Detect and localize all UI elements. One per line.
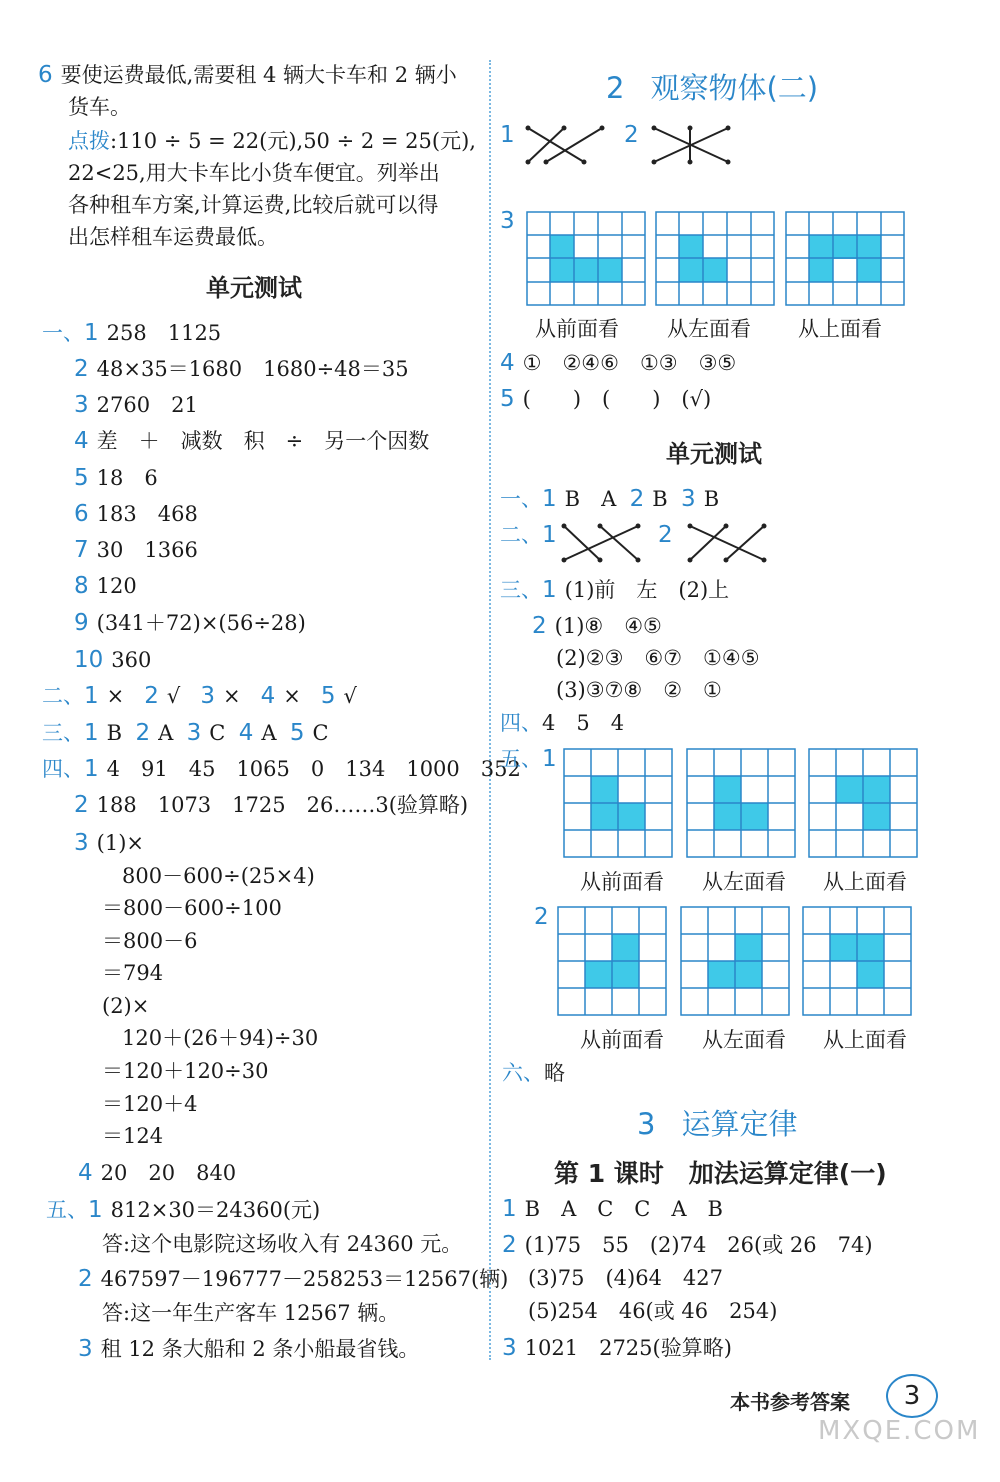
- u5-q1-grid-left: [686, 748, 796, 858]
- u5-q1-num: 五、1: [500, 746, 557, 772]
- s4-q3-line4: ＝794: [102, 961, 164, 985]
- l1-row: 1 B A C C A B: [502, 1196, 723, 1222]
- u5-q2-num: 2: [534, 904, 549, 930]
- u1-row: 一、1 B A 2 B 3 B: [500, 486, 720, 512]
- s3-row: 三、1 B 2 A 3 C 4 A 5 C: [42, 720, 329, 746]
- s4-q3-line5: (2)×: [102, 994, 150, 1018]
- s4-q3-line0: 3 (1)×: [74, 830, 144, 856]
- s4-q2: 2 188 1073 1725 26……3(验算略): [74, 792, 469, 818]
- chapter-2-title: 2 观察物体(二): [606, 71, 819, 105]
- unit-test-title-right: 单元测试: [666, 440, 762, 468]
- r5-row: 5 ( ) ( ) (√): [500, 386, 712, 412]
- hint-line3: 各种租车方案,计算运费,比较后就可以得: [68, 193, 439, 217]
- s1-q4: 4 差 ＋ 减数 积 ÷ 另一个因数: [74, 428, 430, 454]
- r3-grid-left: [655, 211, 775, 306]
- s1-q5: 5 18 6: [74, 465, 158, 491]
- u5-q2-caption-top: 从上面看: [823, 1028, 907, 1052]
- q6-line2: 货车。: [68, 95, 131, 119]
- s1-q10: 10 360: [74, 647, 152, 673]
- r3-caption-top: 从上面看: [798, 317, 882, 341]
- r3-caption-left: 从左面看: [667, 317, 751, 341]
- u5-q2-grid-left: [680, 906, 790, 1016]
- s4-q1: 四、1 4 91 45 1065 0 134 1000 352: [42, 756, 521, 782]
- s5-q2-answer: 答:这一年生产客车 12567 辆。: [102, 1301, 400, 1325]
- hint-line2: 22<25,用大卡车比小货车便宜。列举出: [68, 161, 440, 185]
- u5-q1-grid-top: [808, 748, 918, 858]
- r2-num: 2: [624, 122, 639, 148]
- l3-row: 3 1021 2725(验算略): [502, 1335, 732, 1361]
- r1-matching-lines-icon: [524, 124, 608, 166]
- s4-q4: 4 20 20 840: [78, 1160, 237, 1186]
- u5-q1-caption-front: 从前面看: [580, 870, 664, 894]
- u3-q2-line0: 2 (1)⑧ ④⑤: [532, 613, 662, 639]
- column-divider: [489, 60, 491, 1360]
- u2-q2-num: 2: [658, 522, 673, 548]
- u5-q2-grid-top: [802, 906, 912, 1016]
- s1-q9: 9 (341＋72)×(56÷28): [74, 610, 306, 636]
- r3-num: 3: [500, 208, 515, 234]
- l2-line0: 2 (1)75 55 (2)74 26(或 26 74): [502, 1232, 873, 1258]
- u4-row: 四、4 5 4: [500, 711, 625, 735]
- l2-line1: (3)75 (4)64 427: [528, 1266, 724, 1290]
- s4-q3-line7: ＝120＋120÷30: [102, 1059, 269, 1083]
- r3-caption-front: 从前面看: [535, 317, 619, 341]
- s5-q1-answer: 答:这个电影院这场收入有 24360 元。: [102, 1232, 463, 1256]
- u5-q2-caption-front: 从前面看: [580, 1028, 664, 1052]
- u6-row: 六、略: [502, 1061, 565, 1085]
- u5-q2-caption-left: 从左面看: [702, 1028, 786, 1052]
- page-number: 3: [886, 1374, 938, 1418]
- lesson-title: 第 1 课时 加法运算定律(一): [554, 1159, 887, 1188]
- q6-line1: 6 要使运费最低,需要租 4 辆大卡车和 2 辆小: [38, 62, 457, 88]
- s1-q1: 一、1 258 1125: [42, 320, 222, 346]
- s1-q3: 3 2760 21: [74, 392, 198, 418]
- s4-q3-line2: ＝800－600÷100: [102, 896, 282, 920]
- u2-q1-matching-lines-icon: [560, 522, 642, 564]
- hint-line1: 点拨:110 ÷ 5 = 22(元),50 ÷ 2 = 25(元),: [68, 129, 476, 153]
- r4-row: 4 ① ②④⑥ ①③ ③⑤: [500, 350, 737, 376]
- u5-q2-grid-front: [557, 906, 667, 1016]
- u5-q1-grid-front: [563, 748, 673, 858]
- unit-test-title-left: 单元测试: [206, 274, 302, 302]
- s1-q6: 6 183 468: [74, 501, 198, 527]
- s4-q3-line3: ＝800－6: [102, 929, 198, 953]
- s4-q3-line6: 120＋(26＋94)÷30: [122, 1026, 319, 1050]
- s4-q3-line8: ＝120＋4: [102, 1092, 198, 1116]
- u2-row: 二、1: [500, 522, 557, 548]
- hint-line4: 出怎样租车运费最低。: [68, 225, 278, 249]
- s1-q2: 2 48×35＝1680 1680÷48＝35: [74, 356, 409, 382]
- r3-grid-top: [785, 211, 905, 306]
- s5-q1: 五、1 812×30＝24360(元): [46, 1197, 321, 1223]
- s5-q3: 3 租 12 条大船和 2 条小船最省钱。: [78, 1336, 420, 1362]
- s5-q2: 2 467597－196777－258253＝12567(辆): [78, 1266, 509, 1292]
- r3-grid-front: [526, 211, 646, 306]
- r1-num: 1: [500, 122, 515, 148]
- s1-q8: 8 120: [74, 573, 137, 599]
- s1-q7: 7 30 1366: [74, 537, 198, 563]
- u3-q2-line2: (3)③⑦⑧ ② ①: [556, 678, 722, 702]
- s4-q3-line9: ＝124: [102, 1124, 164, 1148]
- l2-line2: (5)254 46(或 46 254): [528, 1299, 778, 1323]
- r2-matching-lines-icon: [650, 124, 734, 166]
- u5-q1-caption-top: 从上面看: [823, 870, 907, 894]
- chapter-3-title: 3 运算定律: [637, 1107, 798, 1141]
- s4-q3-line1: 800－600÷(25×4): [122, 864, 315, 888]
- footer-label: 本书参考答案: [730, 1390, 850, 1414]
- watermark: MXQE.COM: [818, 1416, 981, 1446]
- u5-q1-caption-left: 从左面看: [702, 870, 786, 894]
- u3-q2-line1: (2)②③ ⑥⑦ ①④⑤: [556, 646, 760, 670]
- u2-q2-matching-lines-icon: [686, 522, 768, 564]
- u3-q1: 三、1 (1)前 左 (2)上: [500, 577, 730, 603]
- s2-row: 二、1 × 2 √ 3 × 4 × 5 √: [42, 683, 357, 709]
